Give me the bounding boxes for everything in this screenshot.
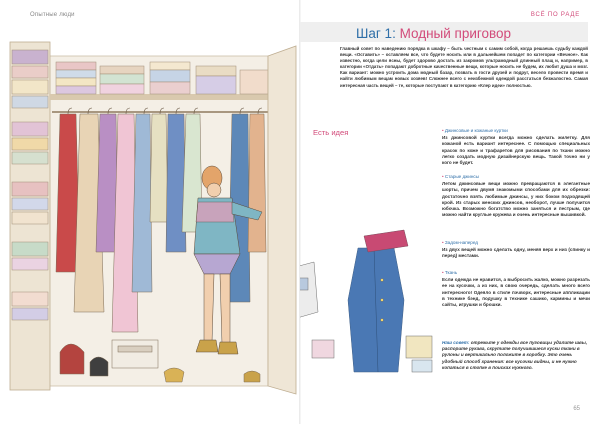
tip-box	[442, 340, 590, 371]
intro-paragraph: Главный совет по наведению порядка в шкафу – быть честным с самим собой, когда решаешь судьбу каждой вещи. «Оставить» – оставляем все, что будете носить или в дальнейшем попадет по категории «Вечное». Как известно, когда цели ясны, будет здорово достать из закромов ультрамодный длинный плащ и, например, в категории «Отдать» попадают добротные качественные вещи, которые носить не будем, их любит душа и мозг. Как вариант: можно устроить дома модный базар, позвать в гости друзей и подруг, весело провести время и найти любимым вещам новых хозяев! Сложнее всего с неизбежной одеждой расстаться безжалостно. Самая интересная часть вещей – те, которые поступают в категорию «Клер идеи» полностью.	[340, 46, 588, 88]
idea-item	[442, 128, 590, 166]
running-header-left: Опытные люди	[30, 12, 75, 18]
title-prefix: Шаг 1:	[356, 26, 396, 41]
page-title	[356, 26, 511, 41]
idea-item	[442, 174, 590, 218]
shopping-bag-illustration	[300, 262, 318, 320]
idea-body: Если одежда не нравится, а выбросить жалко, можно разрезать ее на кусочки, а из них, в свою очередь, сделать много всего интересного! Одеяло в стиле пэчворк, интересные аппликации в технике бэнд, подушку в технике сашико, кармины и мечи сайты, игрушки и брошки.	[442, 277, 590, 308]
idea-item	[442, 240, 590, 260]
right-page	[300, 0, 600, 424]
tip-text: отрежьте у одежды все пуговицы удалите швы, распорите рукава, скрутите получившиеся куски ткани в рулоны и вертикально положите в коробку. Это очень удобный способ хранения: все кусочки видны, и не нужно копаться в стопке в поисках нужного.	[442, 340, 588, 370]
idea-item	[442, 270, 590, 308]
gifts-illustration	[312, 336, 432, 372]
idea-heading: • Ткань	[442, 270, 590, 276]
idea-heading: • Старые джинсы	[442, 174, 590, 180]
wardrobe-illustration	[0, 22, 300, 424]
title-accent: Модный приговор	[399, 26, 512, 41]
idea-body: Из джинсовой куртки всегда можно сделать жилетку. Для кожаной есть вариант интереснее. С помощью специальных красок по коже и трафаретов для рисования по ткани можно легко создать модную дизайнерскую вещь. Такой точно ни у кого не будет.	[442, 135, 590, 166]
tip-label: Наш совет:	[442, 340, 470, 345]
idea-body: Из двух вещей можно сделать одну, меняя верх и низ (спинку и перед) местами.	[442, 247, 590, 259]
jacket-illustration	[348, 241, 404, 372]
running-header-right: ВСЁ ПО РАДЕ	[530, 12, 580, 18]
gift-box-illustration	[364, 230, 408, 252]
page-number: 65	[573, 406, 580, 412]
idea-body: Летом джинсовые вещи можно превращаются в элегантные шорты, причем двумя знакомыми способами для их обрезки: достаточно взять любимые джинсы, у них боком подходящей крой. Из старых женских джинсов, необорот, лучше получится юбочка. Возможно богатство можно заняться и пестрым, где можно найти круглые кружева и очень интересные вышивкой.	[442, 181, 590, 218]
idea-heading: • Джинсовые и кожаные куртки	[442, 128, 590, 134]
idea-heading: • Задом-наперед	[442, 240, 590, 246]
side-heading: Есть идея	[313, 128, 349, 137]
